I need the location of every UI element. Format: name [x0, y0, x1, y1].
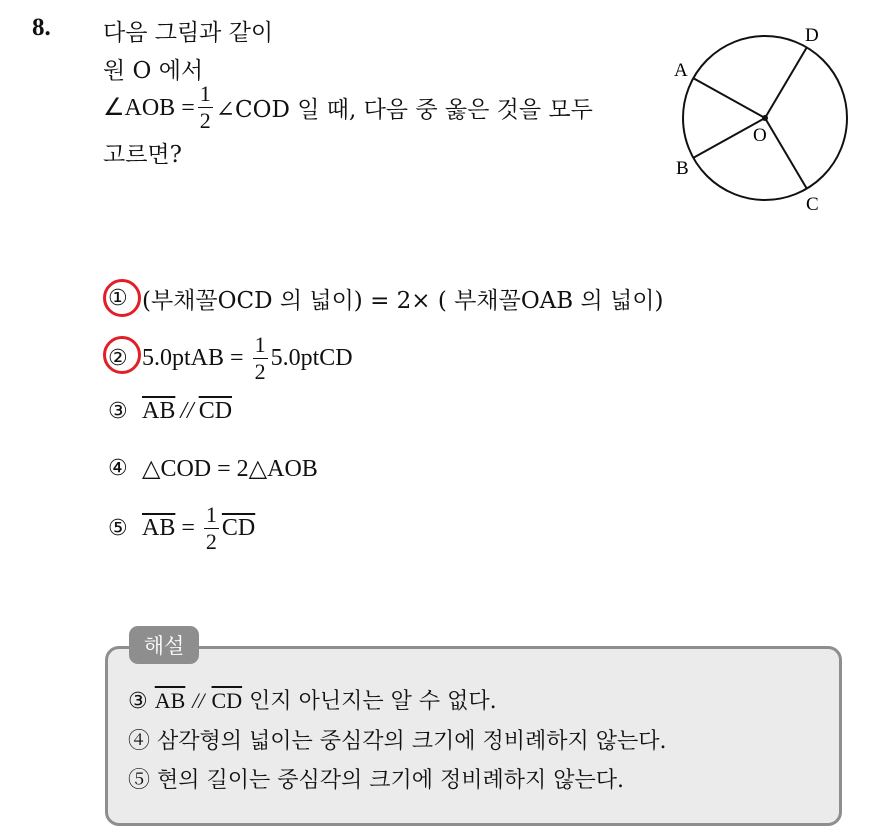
- solution-line-2: ④ 삼각형의 넓이는 중심각의 크기에 정비례하지 않는다.: [128, 729, 667, 754]
- option-5-mark: ⑤: [108, 515, 128, 541]
- radius-OD: [765, 47, 807, 118]
- option-1[interactable]: [108, 282, 663, 315]
- fraction-numerator: 1: [199, 80, 211, 106]
- problem-stem-last-line: 고르면?: [103, 142, 182, 168]
- problem-stem-line-2: 원 O 에서: [103, 58, 204, 84]
- option-5-segment-1: $\overline{AB}$: [142, 514, 176, 541]
- center-point: [762, 115, 768, 121]
- radius-OC: [765, 118, 807, 189]
- option-2-right: 5.0ptCD: [270, 344, 353, 371]
- label-A: A: [674, 60, 688, 81]
- solution-tag: 해설: [129, 626, 199, 664]
- option-5-denominator: 2: [205, 528, 217, 554]
- label-O: O: [753, 125, 767, 146]
- solution-line-1-relation: //: [192, 688, 205, 713]
- selection-circle-option-1: [103, 279, 141, 317]
- condition-suffix: ∠COD 일 때, 다음 중 옳은 것을 모두: [215, 96, 593, 123]
- problem-condition: [103, 78, 593, 136]
- selection-circle-option-2: [103, 336, 141, 374]
- fraction-denominator: 2: [199, 107, 211, 133]
- option-2-left: 5.0ptAB: [142, 344, 225, 371]
- problem-stem-line-1: 다음 그림과 같이: [103, 20, 274, 46]
- solution-line-1-segment-2: $\overline{CD}$: [211, 688, 243, 713]
- label-C: C: [806, 194, 819, 215]
- option-4-text: △COD = 2△AOB: [142, 456, 318, 482]
- solution-line-1-segment-1: $\overline{AB}$: [154, 688, 186, 713]
- solution-line-1-mark: ③: [128, 689, 148, 714]
- option-1-mark: ①: [108, 286, 128, 311]
- option-2-fraction: [253, 331, 268, 384]
- option-3-mark: ③: [108, 399, 128, 424]
- option-3-segment-2: $\overline{CD}$: [198, 398, 233, 424]
- solution-line-1-text: 인지 아닌지는 알 수 없다.: [249, 689, 497, 714]
- option-5-fraction: [204, 501, 219, 554]
- label-B: B: [676, 158, 689, 179]
- solution-line-1: [128, 684, 497, 715]
- option-4-mark: ④: [108, 456, 128, 481]
- option-2-mark: ②: [108, 345, 128, 371]
- option-1-text: (부채꼴OCD 의 넓이) = 2× ( 부채꼴OAB 의 넓이): [142, 288, 664, 314]
- label-D: D: [805, 25, 819, 46]
- option-5-eq: =: [181, 514, 195, 541]
- option-2-numerator: 1: [254, 331, 266, 357]
- option-5[interactable]: [108, 500, 255, 556]
- option-3-segment-1: $\overline{AB}$: [142, 398, 176, 424]
- condition-fraction: [198, 80, 213, 133]
- problem-number: 8.: [32, 14, 51, 41]
- option-2[interactable]: [108, 330, 353, 386]
- radius-OA: [693, 78, 765, 118]
- option-5-segment-2: $\overline{CD}$: [221, 514, 256, 541]
- option-3-relation: //: [180, 398, 194, 424]
- option-2-denominator: 2: [254, 358, 266, 384]
- option-4[interactable]: [108, 454, 318, 483]
- circle-figure: [660, 20, 860, 220]
- option-5-numerator: 1: [205, 501, 217, 527]
- condition-prefix: ∠AOB =: [103, 94, 195, 121]
- option-2-eq: =: [230, 344, 244, 371]
- solution-line-3: ⑤ 현의 길이는 중심각의 크기에 정비례하지 않는다.: [128, 768, 624, 793]
- option-3[interactable]: [108, 398, 232, 425]
